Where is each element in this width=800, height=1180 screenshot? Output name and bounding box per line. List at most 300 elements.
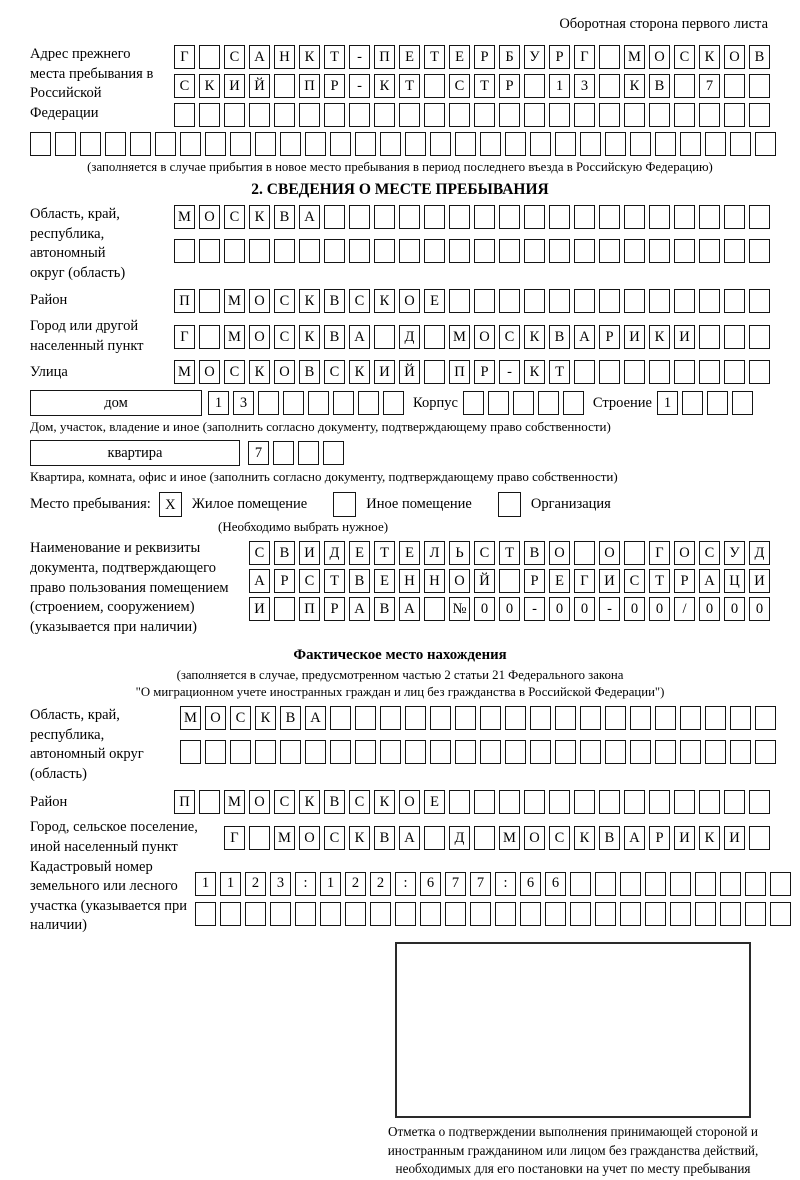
char-cell: М <box>499 826 520 850</box>
char-cell <box>624 790 645 814</box>
char-cell <box>380 740 401 764</box>
char-cell <box>695 872 716 896</box>
char-cell: 2 <box>370 872 391 896</box>
char-cell <box>545 902 566 926</box>
char-cell: С <box>230 706 251 730</box>
stay-type-row <box>30 492 770 517</box>
char-cell <box>524 74 545 98</box>
char-cell <box>305 740 326 764</box>
prev-address-rows <box>174 45 770 127</box>
district-row <box>30 289 770 313</box>
char-cell <box>524 790 545 814</box>
char-cell <box>720 872 741 896</box>
prev-address-caption: (заполняется в случае прибытия в новое место пребывания в период последнего въезда в Российскую Федерацию) <box>87 160 713 174</box>
cadastral-rows <box>195 872 791 926</box>
char-cell <box>530 740 551 764</box>
char-cell <box>538 391 559 415</box>
char-cell: Р <box>324 74 345 98</box>
char-cell <box>524 205 545 229</box>
char-cell <box>630 740 651 764</box>
char-cell <box>680 740 701 764</box>
char-cell: К <box>299 325 320 349</box>
char-cell: Г <box>649 541 670 565</box>
char-cell <box>513 391 534 415</box>
char-cell <box>755 132 776 156</box>
char-cell: О <box>474 325 495 349</box>
char-cell: 0 <box>574 597 595 621</box>
char-cell <box>649 790 670 814</box>
char-cell <box>480 132 501 156</box>
char-cell: К <box>374 74 395 98</box>
registration-mark-box <box>395 942 751 1118</box>
char-cell: А <box>699 569 720 593</box>
char-cell: И <box>299 541 320 565</box>
char-cell: О <box>524 826 545 850</box>
char-cell <box>323 441 344 465</box>
char-cell: Е <box>349 541 370 565</box>
char-row <box>174 289 770 313</box>
char-cell <box>30 132 51 156</box>
char-cell: О <box>399 790 420 814</box>
char-cell: Р <box>474 45 495 69</box>
char-cell <box>724 74 745 98</box>
char-cell: С <box>349 289 370 313</box>
char-cell: О <box>674 541 695 565</box>
char-cell <box>724 360 745 384</box>
char-cell: - <box>349 45 370 69</box>
char-cell: Р <box>524 569 545 593</box>
char-cell <box>399 239 420 263</box>
char-cell <box>649 289 670 313</box>
char-cell <box>199 790 220 814</box>
char-cell <box>682 391 703 415</box>
char-cell <box>520 902 541 926</box>
char-cell <box>424 597 445 621</box>
district2-row <box>30 790 770 814</box>
option-inoe-label: Иное помещение <box>366 496 472 513</box>
char-cell <box>749 289 770 313</box>
char-cell <box>430 132 451 156</box>
char-cell: 0 <box>649 597 670 621</box>
char-cell <box>555 706 576 730</box>
char-cell: С <box>224 360 245 384</box>
char-cell <box>574 205 595 229</box>
char-cell <box>749 205 770 229</box>
char-row <box>224 826 770 850</box>
char-cell: П <box>174 289 195 313</box>
apartment-row <box>30 440 770 466</box>
char-cell <box>449 289 470 313</box>
char-cell: 6 <box>520 872 541 896</box>
char-cell: К <box>374 790 395 814</box>
char-cell: - <box>599 597 620 621</box>
char-cell <box>745 902 766 926</box>
city-label: Город или другой населенный пункт <box>30 318 144 354</box>
char-cell <box>574 289 595 313</box>
char-cell <box>224 239 245 263</box>
char-cell <box>174 103 195 127</box>
char-cell: Д <box>399 325 420 349</box>
char-cell: В <box>324 325 345 349</box>
char-cell <box>199 103 220 127</box>
char-cell: Е <box>549 569 570 593</box>
char-cell: А <box>574 325 595 349</box>
char-cell <box>524 103 545 127</box>
char-cell: Ь <box>449 541 470 565</box>
actual-location-caption2: "О миграционном учете иностранных граждан и лиц без гражданства в Российской Федерации") <box>135 685 665 700</box>
char-cell <box>474 205 495 229</box>
char-cell <box>399 103 420 127</box>
char-cell <box>449 239 470 263</box>
char-cell: С <box>224 45 245 69</box>
char-cell <box>699 205 720 229</box>
char-cell <box>749 325 770 349</box>
char-cell <box>463 391 484 415</box>
char-cell: В <box>749 45 770 69</box>
street-label: Улица <box>30 363 68 380</box>
char-cell: Д <box>749 541 770 565</box>
char-cell <box>645 902 666 926</box>
char-cell: Ц <box>724 569 745 593</box>
char-cell <box>424 103 445 127</box>
city2-label: Город, сельское поселение, иной населенный пункт <box>30 819 198 855</box>
char-cell <box>320 902 341 926</box>
char-cell: Т <box>324 569 345 593</box>
char-cell: : <box>395 872 416 896</box>
char-cell: : <box>295 872 316 896</box>
cadastral-block <box>30 858 770 936</box>
char-cell <box>55 132 76 156</box>
char-cell <box>374 205 395 229</box>
char-cell: С <box>274 325 295 349</box>
char-cell: 7 <box>699 74 720 98</box>
char-cell <box>649 239 670 263</box>
char-cell <box>605 132 626 156</box>
char-cell <box>349 205 370 229</box>
char-cell: 6 <box>545 872 566 896</box>
char-cell: Р <box>549 45 570 69</box>
char-cell: О <box>249 325 270 349</box>
char-cell: И <box>674 325 695 349</box>
char-cell: Н <box>399 569 420 593</box>
char-cell: П <box>299 74 320 98</box>
checkbox-zhiloe: X <box>159 492 182 517</box>
checkbox-organizaciya <box>498 492 521 517</box>
option-organizaciya-label: Организация <box>530 496 611 513</box>
char-cell: Н <box>274 45 295 69</box>
char-cell: С <box>474 541 495 565</box>
char-cell <box>299 239 320 263</box>
char-cell <box>274 239 295 263</box>
char-cell <box>599 74 620 98</box>
char-cell <box>155 132 176 156</box>
char-cell <box>324 239 345 263</box>
char-cell <box>624 103 645 127</box>
char-cell <box>574 790 595 814</box>
char-cell <box>420 902 441 926</box>
char-cell: В <box>649 74 670 98</box>
char-cell <box>749 74 770 98</box>
char-cell <box>480 706 501 730</box>
char-cell <box>624 360 645 384</box>
option-zhiloe-label: Жилое помещение <box>191 496 308 513</box>
char-cell: 1 <box>657 391 678 415</box>
char-cell <box>480 740 501 764</box>
char-cell <box>495 902 516 926</box>
char-cell <box>449 205 470 229</box>
char-cell <box>308 391 329 415</box>
char-row <box>174 790 770 814</box>
char-cell <box>383 391 404 415</box>
char-cell: 0 <box>549 597 570 621</box>
char-cell <box>333 391 354 415</box>
char-cell <box>655 740 676 764</box>
region2-label: Область, край, республика, автономный округ (область) <box>30 707 144 782</box>
char-cell: О <box>205 706 226 730</box>
char-cell <box>580 132 601 156</box>
char-cell <box>424 205 445 229</box>
char-cell: 0 <box>749 597 770 621</box>
char-cell: И <box>249 597 270 621</box>
char-cell <box>699 103 720 127</box>
char-cell: М <box>274 826 295 850</box>
char-cell: Т <box>399 74 420 98</box>
char-cell: Р <box>674 569 695 593</box>
char-cell: К <box>249 205 270 229</box>
char-cell <box>255 132 276 156</box>
char-cell: Е <box>424 289 445 313</box>
char-cell: А <box>399 826 420 850</box>
char-cell <box>274 103 295 127</box>
char-cell <box>630 706 651 730</box>
char-cell <box>680 706 701 730</box>
char-cell: Т <box>649 569 670 593</box>
char-cell: Д <box>449 826 470 850</box>
char-cell: О <box>599 541 620 565</box>
char-cell: К <box>299 790 320 814</box>
char-cell: В <box>524 541 545 565</box>
char-row <box>174 205 770 229</box>
char-row <box>249 569 770 593</box>
house-row <box>30 390 770 416</box>
char-cell <box>655 706 676 730</box>
char-cell: Й <box>399 360 420 384</box>
char-cell <box>470 902 491 926</box>
char-cell: К <box>374 289 395 313</box>
char-cell <box>524 289 545 313</box>
char-cell: С <box>349 790 370 814</box>
char-cell: В <box>274 541 295 565</box>
char-cell <box>699 289 720 313</box>
char-cell: П <box>174 790 195 814</box>
char-cell <box>530 706 551 730</box>
char-cell <box>724 205 745 229</box>
char-cell <box>649 360 670 384</box>
char-cell: В <box>280 706 301 730</box>
char-cell: О <box>399 289 420 313</box>
char-row <box>249 541 770 565</box>
char-cell <box>630 132 651 156</box>
city2-row <box>30 818 770 857</box>
char-cell <box>570 902 591 926</box>
char-cell <box>599 239 620 263</box>
char-cell <box>624 541 645 565</box>
char-cell: С <box>499 325 520 349</box>
char-cell <box>732 391 753 415</box>
char-cell <box>280 132 301 156</box>
char-cell <box>199 239 220 263</box>
char-cell <box>549 239 570 263</box>
char-cell <box>424 325 445 349</box>
char-cell <box>499 289 520 313</box>
char-cell <box>270 902 291 926</box>
char-cell <box>505 706 526 730</box>
char-cell: С <box>624 569 645 593</box>
char-cell: С <box>324 826 345 850</box>
char-cell <box>505 740 526 764</box>
char-cell: К <box>199 74 220 98</box>
char-cell <box>624 239 645 263</box>
char-cell: М <box>624 45 645 69</box>
char-cell <box>599 360 620 384</box>
char-cell: С <box>249 541 270 565</box>
region2-rows <box>180 706 776 764</box>
char-cell <box>730 132 751 156</box>
char-cell: Е <box>374 569 395 593</box>
char-cell <box>499 569 520 593</box>
char-cell <box>488 391 509 415</box>
char-cell <box>730 706 751 730</box>
char-cell: К <box>299 45 320 69</box>
char-row <box>248 441 344 465</box>
char-cell <box>755 706 776 730</box>
char-cell <box>724 103 745 127</box>
char-cell: М <box>180 706 201 730</box>
char-cell <box>645 872 666 896</box>
char-cell: О <box>449 569 470 593</box>
char-cell <box>724 289 745 313</box>
char-cell <box>530 132 551 156</box>
char-cell <box>380 706 401 730</box>
char-cell: И <box>674 826 695 850</box>
char-cell <box>649 205 670 229</box>
char-cell: Т <box>474 74 495 98</box>
char-cell: П <box>299 597 320 621</box>
char-cell <box>374 103 395 127</box>
char-cell <box>174 239 195 263</box>
char-cell: С <box>274 790 295 814</box>
char-cell <box>705 740 726 764</box>
char-row <box>174 239 770 263</box>
char-cell: Р <box>499 74 520 98</box>
char-cell: В <box>299 360 320 384</box>
char-cell <box>674 103 695 127</box>
char-cell <box>695 902 716 926</box>
char-cell: 0 <box>474 597 495 621</box>
char-cell <box>755 740 776 764</box>
char-cell: А <box>249 569 270 593</box>
char-cell <box>674 289 695 313</box>
char-cell: М <box>224 289 245 313</box>
char-cell <box>595 872 616 896</box>
char-cell: М <box>224 325 245 349</box>
char-cell <box>474 790 495 814</box>
char-cell: 3 <box>233 391 254 415</box>
char-cell: 0 <box>699 597 720 621</box>
registration-mark-caption: Отметка о подтверждении выполнения принимающей стороной и иностранным гражданином или лицом без гражданства действий, необходимых для его постановки на учет по месту пребывания <box>387 1123 759 1177</box>
char-cell: 7 <box>248 441 269 465</box>
char-cell <box>574 239 595 263</box>
char-cell: А <box>249 45 270 69</box>
char-cell <box>674 205 695 229</box>
char-cell <box>273 441 294 465</box>
char-cell <box>599 45 620 69</box>
char-cell: И <box>599 569 620 593</box>
char-cell: С <box>274 289 295 313</box>
char-cell: И <box>374 360 395 384</box>
char-row <box>195 902 791 926</box>
char-cell <box>599 205 620 229</box>
char-cell: К <box>574 826 595 850</box>
char-cell: Т <box>374 541 395 565</box>
char-cell <box>670 872 691 896</box>
char-cell <box>405 740 426 764</box>
char-cell <box>249 239 270 263</box>
char-row <box>463 391 584 415</box>
char-cell: К <box>524 360 545 384</box>
char-cell: Н <box>424 569 445 593</box>
char-cell: В <box>374 826 395 850</box>
char-cell <box>399 205 420 229</box>
char-cell <box>474 826 495 850</box>
char-cell <box>355 132 376 156</box>
char-cell <box>674 239 695 263</box>
char-row <box>657 391 753 415</box>
char-cell <box>305 132 326 156</box>
char-cell: Т <box>549 360 570 384</box>
char-cell <box>130 132 151 156</box>
char-cell <box>574 103 595 127</box>
char-row-overflow <box>30 132 770 156</box>
char-cell <box>649 103 670 127</box>
char-cell: В <box>549 325 570 349</box>
char-cell <box>705 132 726 156</box>
char-cell <box>298 441 319 465</box>
char-cell: П <box>374 45 395 69</box>
char-cell: В <box>324 790 345 814</box>
char-cell: С <box>174 74 195 98</box>
char-cell: О <box>299 826 320 850</box>
char-cell <box>374 325 395 349</box>
char-cell <box>405 132 426 156</box>
char-cell <box>349 103 370 127</box>
char-cell <box>424 239 445 263</box>
char-cell <box>499 790 520 814</box>
street-row <box>30 360 770 384</box>
char-cell <box>355 706 376 730</box>
char-cell <box>199 289 220 313</box>
char-cell <box>570 872 591 896</box>
actual-location-title: Фактическое место нахождения <box>293 647 507 664</box>
char-cell <box>549 289 570 313</box>
char-cell <box>80 132 101 156</box>
char-cell: 1 <box>320 872 341 896</box>
char-cell <box>555 132 576 156</box>
char-cell <box>499 103 520 127</box>
char-cell: В <box>599 826 620 850</box>
char-cell: Т <box>424 45 445 69</box>
region-label: Область, край, республика, автономный округ (область) <box>30 206 126 281</box>
